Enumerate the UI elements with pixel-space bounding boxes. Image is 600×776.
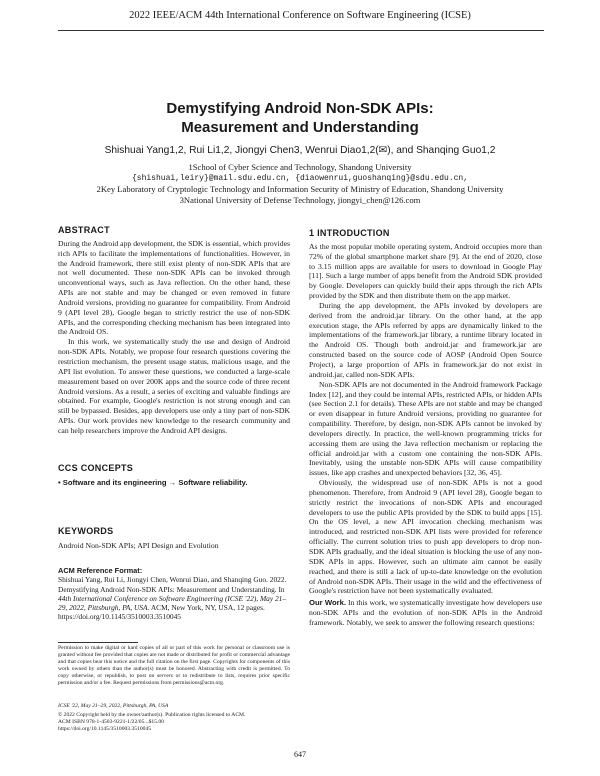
- permission-notice: Permission to make digital or hard copies of all or part of this work for personal or classroom use is granted without fee provided that copies are not made or distributed for profit or commercial advantage and that copies bear this notice and the full citation on the first page. Copyrights for components of this work owned by others than the author(s) must be honored. Abstracting with credit is permitted. To copy otherwise, or republish, to post on servers or to redistribute to lists, requires prior specific permission and/or a fee. Request permissions from permissions@acm.org.: [58, 645, 290, 687]
- author-emails: {shishuai,leiry}@mail.sdu.edu.cn, {diaowenrui,guoshanqing}@sdu.edu.cn,: [131, 174, 469, 183]
- intro-paragraph-3: Non-SDK APIs are not documented in the Android framework Package Index [12], and they could be internal APIs, restricted APIs, or hidden APIs (see Section 2.1 for details). These APIs are not stable and may be changed or even disappear in future Android versions, providing no guarantee for compatibility. Therefore, by design, non-SDK APIs cannot be invoked by developers directly. In practice, the well-known programming tricks for accessing them are using the Java reflection mechanism or replacing the official android.jar with a custom one containing the non-SDK APIs. Inevitably, using the unstable non-SDK APIs will cause compatibility issues, like app crashes and unexpected behaviors [32, 36, 45].: [309, 379, 542, 478]
- abstract-section: [58, 226, 290, 436]
- intro-paragraph-2: During the app development, the APIs invoked by developers are derived from the android.jar library. On the other hand, at the app execution stage, the APIs referred by apps are dynamically linked to the implementations of the framework.jar library, a runtime library located in the Android OS. Though both android.jar and framework.jar are constructed based on the source code of AOSP (Android Open Source Project), a large proportion of APIs in framework.jar do not exist in android.jar, called non-SDK APIs.: [309, 300, 542, 379]
- introduction-heading: 1 INTRODUCTION: [309, 228, 390, 238]
- reference-format: [58, 566, 290, 622]
- author-list: Shishuai Yang1,2, Rui Li1,2, Jiongyi Chen3, Wenrui Diao1,2(✉), and Shanqing Guo1,2: [104, 145, 496, 156]
- reference-venue: 44th International Conference on Software Engineering (ICSE '22), May 21–29, 2022, Pittsburgh, PA, USA.: [58, 593, 287, 613]
- intro-paragraph-5: [309, 598, 542, 628]
- intro-paragraph-1: As the most popular mobile operating system, Android occupies more than 72% of the global smartphone market share [9]. At the end of 2020, close to 3.15 million apps are available for users to download in Google Play [11]. Such a large number of apps benefit from the Android SDK provided by Google. Developers can quickly build their apps through the rich APIs provided by the SDK and then distribute them on the app market.: [309, 241, 542, 301]
- conference-header: 2022 IEEE/ACM 44th International Conference on Software Engineering (ICSE): [129, 10, 471, 21]
- page-number: 647: [294, 750, 306, 759]
- paper-title: [0, 99, 600, 137]
- ccs-section: [58, 464, 290, 488]
- our-work-text: In this work, we systematically investigate how developers use non-SDK APIs and the evolution of non-SDK APIs in the Android framework. Notably, we seek to answer the following research questions:: [309, 598, 542, 627]
- footnote-rule: [58, 642, 138, 643]
- reference-authors: Shishuai Yang, Rui Li, Jiongyi Chen, Wenrui Diao, and Shanqing Guo. 2022. Demystifying Android Non-SDK APIs: Measurement and Understanding. In: [58, 575, 287, 594]
- keywords-heading: KEYWORDS: [58, 526, 114, 536]
- abstract-paragraph-1: During the Android app development, the SDK is essential, which provides rich APIs to facilitate the implementations of functionalities. However, in the Android framework, there still exist plenty of non-SDK APIs that are not well documented. These non-SDK APIs can be invoked through unconventional ways, such as Java reflection. On the other hand, these APIs are not stable and may be changed or even removed in future Android versions, providing no guarantee for compatibility. From Android 9 (API level 28), Google began to strictly restrict the use of non-SDK APIs, and the corresponding checking mechanism has been integrated into the Android OS.: [58, 238, 290, 337]
- doi-line: https://doi.org/10.1145/3510003.3510045: [58, 726, 152, 732]
- keywords-section: [58, 527, 290, 551]
- title-line-2: Measurement and Understanding: [181, 119, 419, 136]
- isbn-line: ACM ISBN 978-1-4503-9221-1/22/05...$15.00: [58, 719, 164, 725]
- affiliation-1: 1School of Cyber Science and Technology, Shandong University: [188, 162, 412, 172]
- keywords-text: Android Non-SDK APIs; API Design and Evolution: [58, 540, 219, 550]
- our-work-lead: Our Work.: [309, 598, 347, 608]
- affiliation-3: 3National University of Defense Technology, jiongyi_chen@126.com: [179, 195, 421, 205]
- ccs-heading: CCS CONCEPTS: [58, 463, 134, 473]
- abstract-paragraph-2: In this work, we systematically study the use and design of Android non-SDK APIs. Notably, we propose four research questions covering the restriction mechanism, the present usage status, malicious usage, and the API list evolution. To answer these questions, we conducted a large-scale measurement based on over 200K apps and the source code of three recent Android versions. As a result, a series of exciting and valuable findings are obtained. For example, Google's restriction is not strong enough and can still be bypassed. Besides, app developers use only a tiny part of non-SDK APIs. Our work provides new knowledge to the research community and can help researchers improve the Android API designs.: [58, 337, 290, 435]
- affiliation-2: 2Key Laboratory of Cryptologic Technology and Information Security of Ministry of Education, Shandong University: [96, 184, 504, 194]
- introduction-section: [309, 229, 542, 628]
- reference-doi: ACM, New York, NY, USA, 12 pages. https://doi.org/10.1145/3510003.3510045: [58, 603, 265, 622]
- conference-line: [58, 703, 290, 710]
- copyright-line: © 2022 Copyright held by the owner/author(s). Publication rights licensed to ACM.: [58, 712, 246, 718]
- reference-format-heading: ACM Reference Format:: [58, 566, 143, 575]
- conference-line-text: ICSE '22, May 21–29, 2022, Pittsburgh, PA, USA: [58, 703, 169, 709]
- title-line-1: Demystifying Android Non-SDK APIs:: [166, 100, 434, 117]
- header-rule: [58, 30, 544, 31]
- ccs-concept: • Software and its engineering → Software reliability.: [58, 477, 248, 487]
- abstract-heading: ABSTRACT: [58, 225, 110, 235]
- intro-paragraph-4: Obviously, the widespread use of non-SDK APIs is not a good phenomenon. Therefore, from Android 9 (API level 28), Google began to strictly restrict the invocations of non-SDK APIs and encouraged developers to use the public APIs provided by the SDK to build apps [15]. On the OS level, a new API invocation checking mechanism was introduced, and restricted non-SDK API lists were provided for reference officially. The current solution tries to push app developers to drop non-SDK APIs gradually, and the ideal situation is blocking the use of any non-SDK APIs in apps. However, such an ultimate aim cannot be easily reached, and there is still a lack of up-to-date knowledge on the evolution of Android non-SDK APIs. Their usage in the wild and the effectiveness of Google's restriction have not been systematically evaluated.: [309, 478, 542, 596]
